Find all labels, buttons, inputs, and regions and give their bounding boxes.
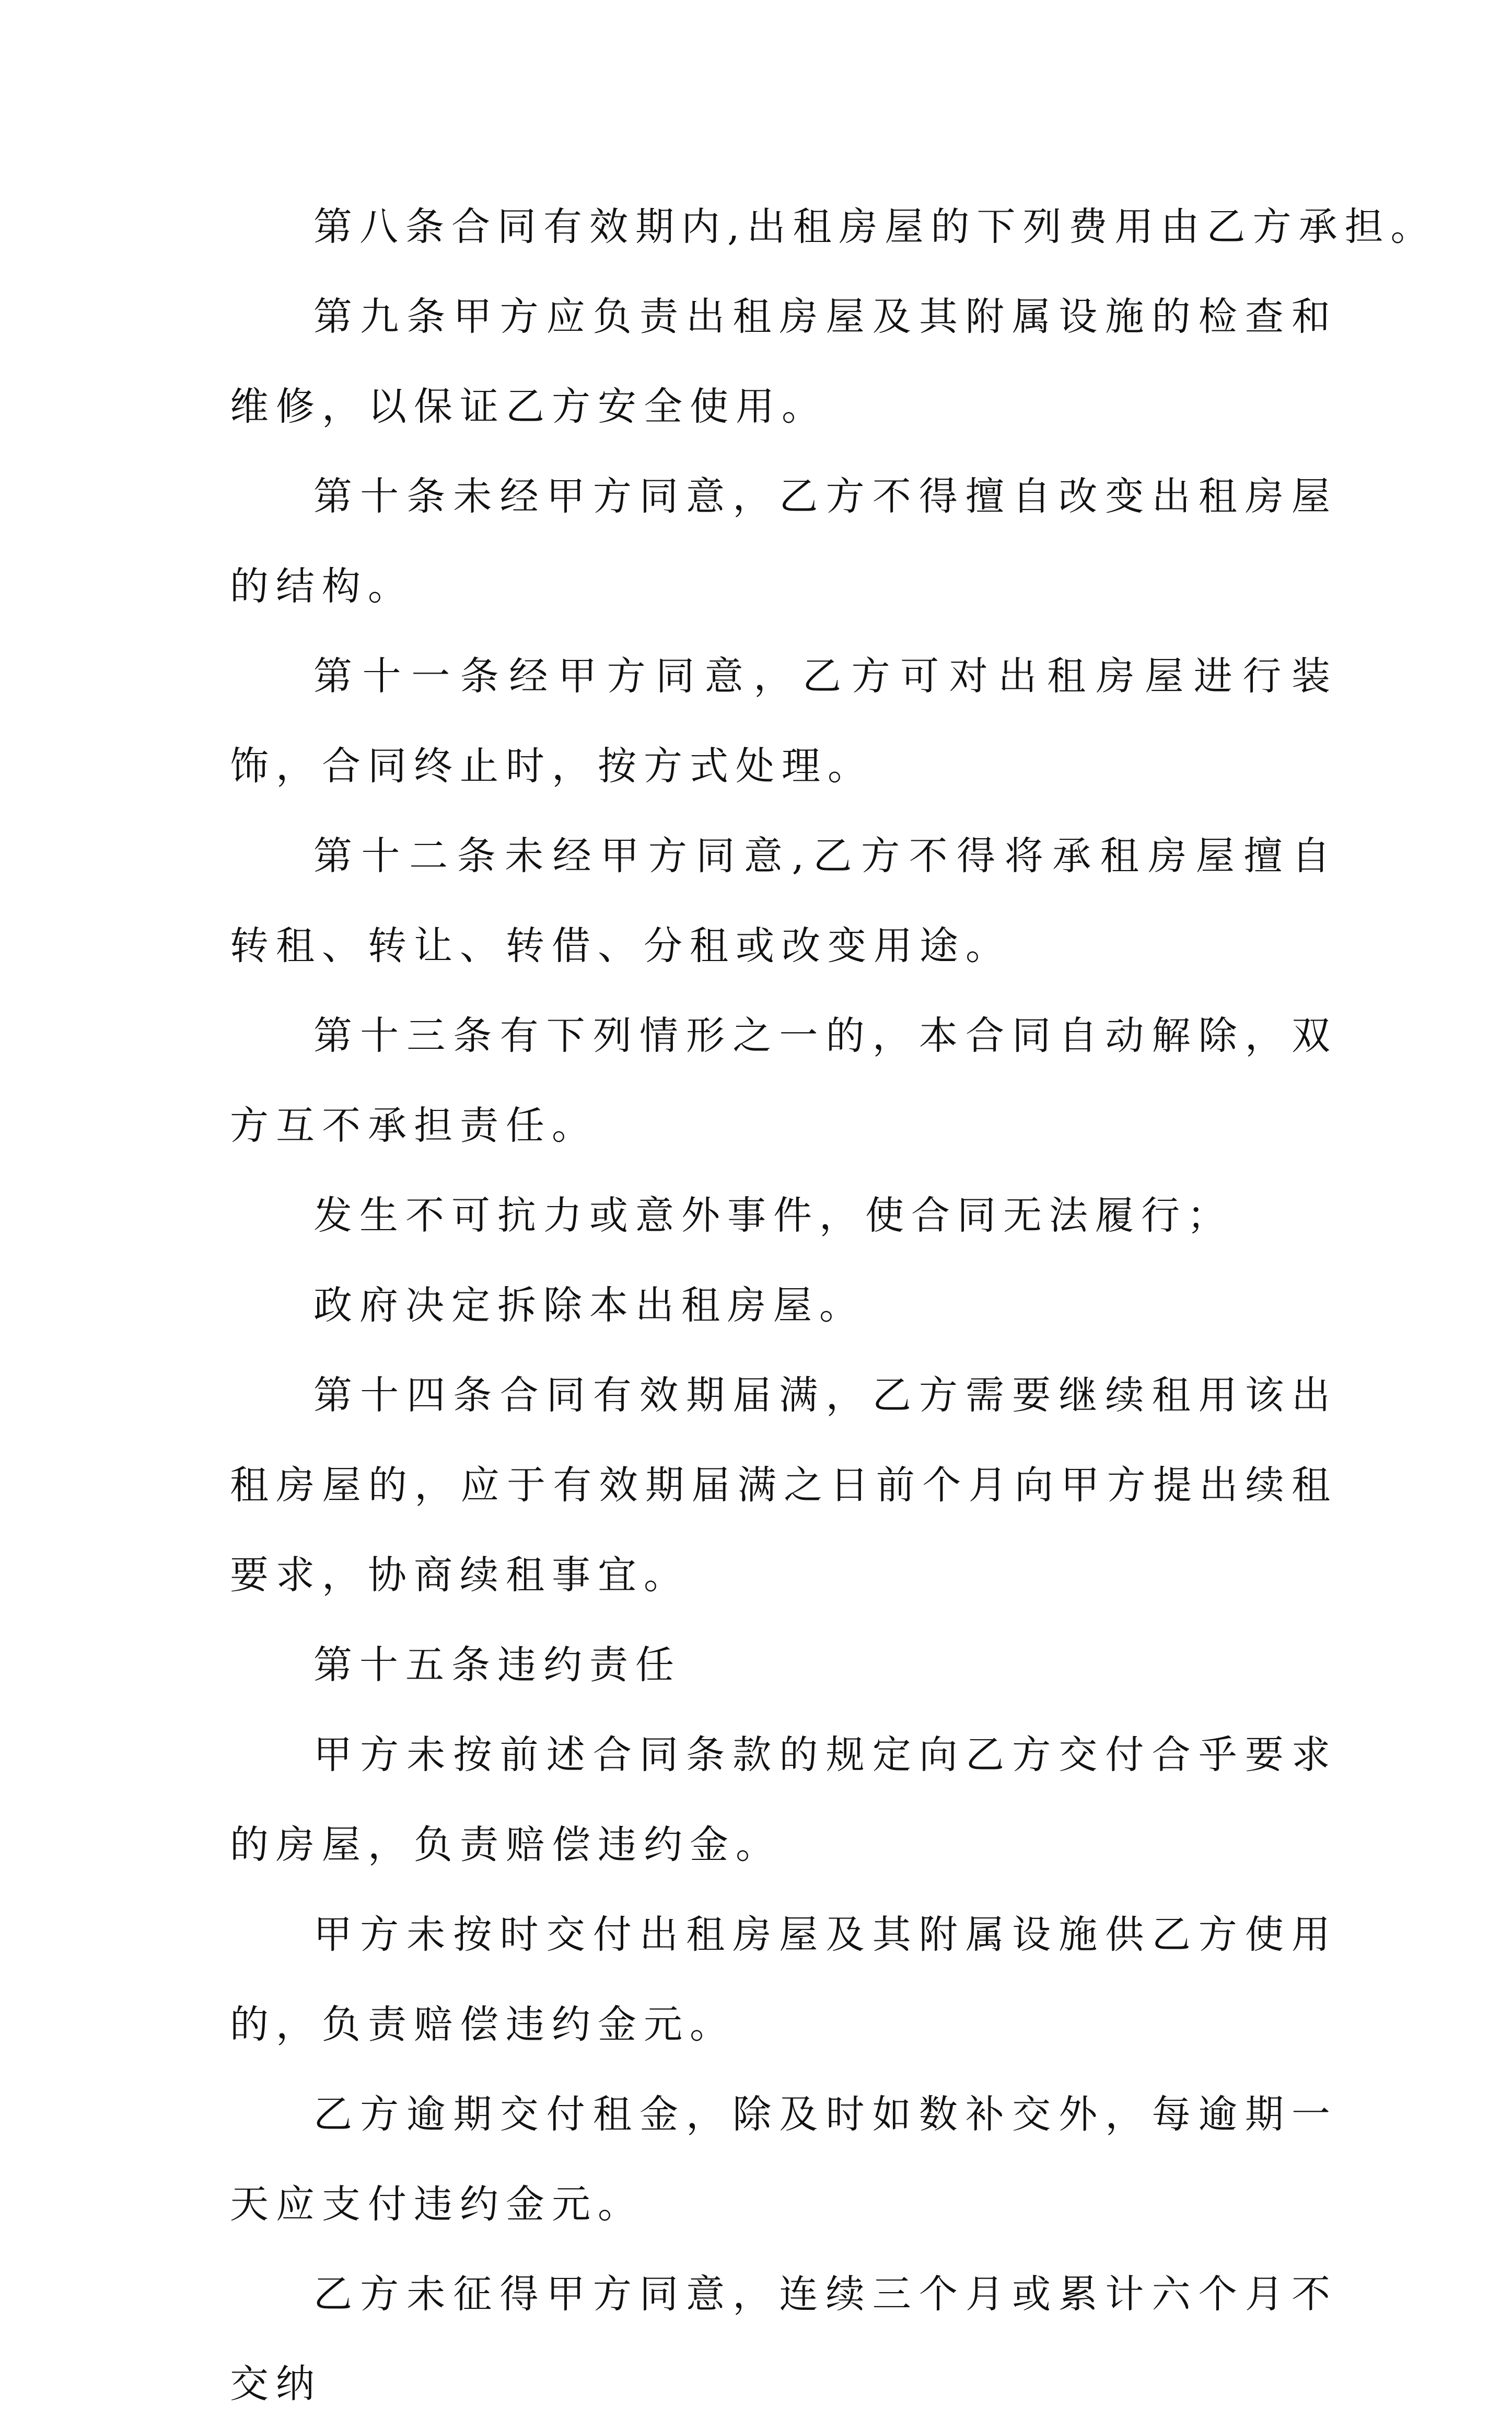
paragraph-breach-4: 乙方未征得甲方同意，连续三个月或累计六个月不交纳 [230, 2272, 1337, 2407]
paragraph-article-10: 第十条未经甲方同意，乙方不得擅自改变出租房屋的结构。 [230, 474, 1337, 609]
paragraph-article-15-heading: 第十五条违约责任 [313, 1643, 681, 1687]
paragraph-article-9: 第九条甲方应负责出租房屋及其附属设施的检查和维修，以保证乙方安全使用。 [230, 294, 1337, 429]
paragraph-article-8: 第八条合同有效期内,出租房屋的下列费用由乙方承担。 [313, 204, 1437, 249]
paragraph-article-11: 第十一条经甲方同意，乙方可对出租房屋进行装饰，合同终止时，按方式处理。 [230, 654, 1337, 789]
document-body [230, 182, 1437, 2429]
paragraph-article-13-item-2: 政府决定拆除本出租房屋。 [313, 1283, 865, 1328]
paragraph-article-13: 第十三条有下列情形之一的，本合同自动解除，双方互不承担责任。 [230, 1013, 1337, 1148]
paragraph-breach-3: 乙方逾期交付租金，除及时如数补交外，每逾期一天应支付违约金元。 [230, 2092, 1337, 2227]
paragraph-breach-2: 甲方未按时交付出租房屋及其附属设施供乙方使用的，负责赔偿违约金元。 [230, 1912, 1337, 2047]
paragraph-article-13-item-1: 发生不可抗力或意外事件，使合同无法履行； [313, 1193, 1233, 1238]
paragraph-article-14: 第十四条合同有效期届满，乙方需要继续租用该出租房屋的，应于有效期届满之日前个月向甲方提出续租要求，协商续租事宜。 [230, 1373, 1337, 1598]
paragraph-article-12: 第十二条未经甲方同意,乙方不得将承租房屋擅自转租、转让、转借、分租或改变用途。 [230, 834, 1337, 968]
paragraph-breach-1: 甲方未按前述合同条款的规定向乙方交付合乎要求的房屋，负责赔偿违约金。 [230, 1732, 1337, 1867]
